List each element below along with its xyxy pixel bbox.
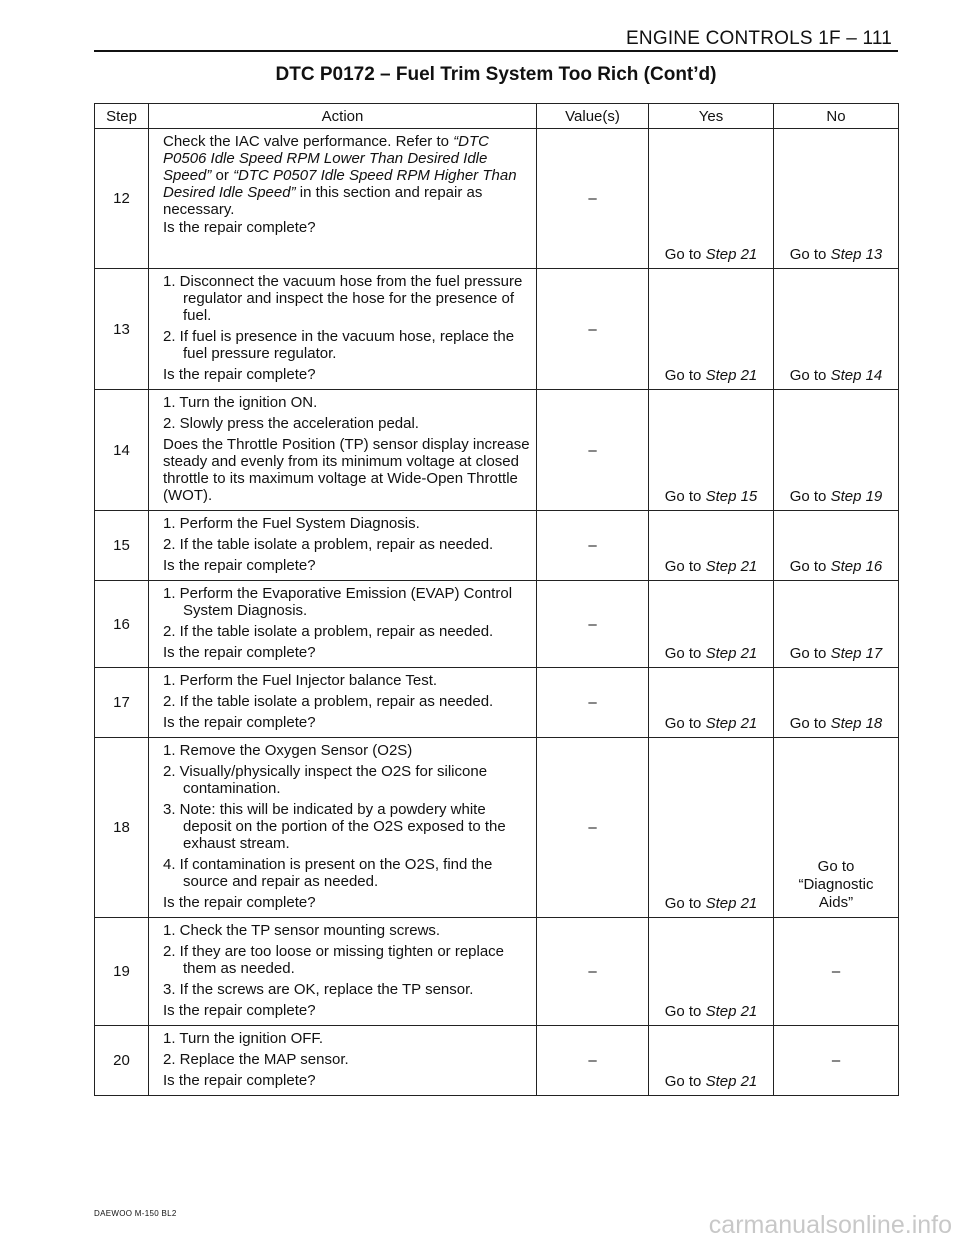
table-header-row <box>95 104 899 129</box>
table-row <box>95 129 899 269</box>
action-cell <box>149 511 537 581</box>
action-cell <box>149 1026 537 1096</box>
action-item: 2. If the table isolate a problem, repair as needed. <box>163 693 494 710</box>
action-question: Is the repair complete? <box>163 1002 316 1019</box>
value-cell: – <box>537 129 649 269</box>
goto-step-link[interactable]: Step 14 <box>830 367 883 384</box>
step-number: 13 <box>95 269 149 390</box>
step-number: 15 <box>95 511 149 581</box>
yes-cell: Go to Step 21 <box>649 581 774 668</box>
goto-step-link[interactable]: Step 21 <box>705 1073 758 1090</box>
action-item: 1. Turn the ignition ON. <box>163 394 318 411</box>
step-number: 19 <box>95 918 149 1026</box>
goto-step-link[interactable]: Step 21 <box>705 715 758 732</box>
table-row <box>95 668 899 738</box>
column-header-no: No <box>774 104 899 129</box>
table-row <box>95 511 899 581</box>
action-question: Is the repair complete? <box>163 557 316 574</box>
page-header: ENGINE CONTROLS 1F – 111 <box>626 28 892 49</box>
reference-link[interactable]: “DTC P0507 Idle Speed RPM Higher Than Desired Idle Speed” <box>163 167 517 201</box>
column-header-values: Value(s) <box>537 104 649 129</box>
step-number: 17 <box>95 668 149 738</box>
yes-cell: Go to Step 21 <box>649 668 774 738</box>
action-item: 1. Remove the Oxygen Sensor (O2S) <box>163 742 413 759</box>
step-number: 14 <box>95 390 149 511</box>
yes-cell: Go to Step 21 <box>649 738 774 918</box>
value-cell: – <box>537 511 649 581</box>
value-cell: – <box>537 1026 649 1096</box>
goto-step-link[interactable]: Step 21 <box>705 895 758 912</box>
goto-step-link[interactable]: Step 21 <box>705 645 758 662</box>
action-cell <box>149 390 537 511</box>
column-header-action: Action <box>149 104 537 129</box>
goto-step-link[interactable]: Step 15 <box>705 488 758 505</box>
goto-step-link[interactable]: Step 19 <box>830 488 883 505</box>
goto-step-link[interactable]: Step 17 <box>830 645 883 662</box>
action-question: Is the repair complete? <box>163 1072 316 1089</box>
goto-diagnostic-aids-link[interactable]: Go to “Diagnostic Aids” <box>798 858 874 911</box>
yes-cell: Go to Step 21 <box>649 269 774 390</box>
yes-cell: Go to Step 21 <box>649 1026 774 1096</box>
action-question: Does the Throttle Position (TP) sensor display increase steady and evenly from its minimum voltage at closed throttle to its maximum voltage at Wide-Open Throttle (WOT). <box>163 436 530 504</box>
action-item: 2. If they are too loose or missing tighten or replace them as needed. <box>163 943 505 977</box>
header-rule <box>94 50 898 52</box>
step-number: 20 <box>95 1026 149 1096</box>
action-item: 1. Turn the ignition OFF. <box>163 1030 324 1047</box>
action-question: Is the repair complete? <box>163 894 316 911</box>
no-cell <box>774 738 899 918</box>
action-item: 1. Perform the Fuel System Diagnosis. <box>163 515 420 532</box>
action-item: 3. If the screws are OK, replace the TP sensor. <box>163 981 474 998</box>
action-item: 2. Replace the MAP sensor. <box>163 1051 349 1068</box>
yes-cell: Go to Step 21 <box>649 511 774 581</box>
table-row <box>95 269 899 390</box>
action-item: 2. Slowly press the acceleration pedal. <box>163 415 419 432</box>
value-cell: – <box>537 581 649 668</box>
watermark: carmanualsonline.info <box>708 1211 952 1239</box>
step-number: 16 <box>95 581 149 668</box>
table-row <box>95 738 899 918</box>
no-cell: Go to Step 19 <box>774 390 899 511</box>
column-header-yes: Yes <box>649 104 774 129</box>
action-question: Is the repair complete? <box>163 714 316 731</box>
action-cell <box>149 738 537 918</box>
value-cell: – <box>537 668 649 738</box>
goto-step-link[interactable]: Step 21 <box>705 558 758 575</box>
no-cell: – <box>774 1026 899 1096</box>
action-item: 1. Perform the Fuel Injector balance Test. <box>163 672 438 689</box>
value-cell: – <box>537 738 649 918</box>
page-title: DTC P0172 – Fuel Trim System Too Rich (Cont’d) <box>275 64 717 85</box>
diagnostic-table <box>94 103 899 1096</box>
action-item: 1. Disconnect the vacuum hose from the fuel pressure regulator and inspect the hose for the presence of fuel. <box>163 273 523 324</box>
step-number: 12 <box>95 129 149 269</box>
table-row <box>95 918 899 1026</box>
goto-step-link[interactable]: Step 21 <box>705 367 758 384</box>
table-row <box>95 1026 899 1096</box>
action-item: 2. If the table isolate a problem, repair as needed. <box>163 536 494 553</box>
action-item: 2. Visually/physically inspect the O2S for silicone contamination. <box>163 763 488 797</box>
value-cell: – <box>537 269 649 390</box>
goto-step-link[interactable]: Step 13 <box>830 246 883 263</box>
action-item: 4. If contamination is present on the O2S, find the source and repair as needed. <box>163 856 493 890</box>
no-cell: – <box>774 918 899 1026</box>
action-cell <box>149 269 537 390</box>
action-item: 1. Check the TP sensor mounting screws. <box>163 922 441 939</box>
action-item: 1. Perform the Evaporative Emission (EVAP) Control System Diagnosis. <box>163 585 513 619</box>
step-number: 18 <box>95 738 149 918</box>
reference-link[interactable]: “DTC P0506 Idle Speed RPM Lower Than Desired Idle Speed” <box>163 133 489 184</box>
yes-cell: Go to Step 21 <box>649 129 774 269</box>
table-row <box>95 390 899 511</box>
no-cell: Go to Step 18 <box>774 668 899 738</box>
action-question: Is the repair complete? <box>163 219 316 236</box>
table-row <box>95 581 899 668</box>
action-paragraph: Check the IAC valve performance. Refer to “DTC P0506 Idle Speed RPM Lower Than Desired Idle Speed” or “DTC P0507 Idle Speed RPM Higher Than Desired Idle Speed” in this section and repair as necessary. <box>163 133 517 218</box>
goto-step-link[interactable]: Step 16 <box>830 558 883 575</box>
action-cell <box>149 918 537 1026</box>
no-cell: Go to Step 14 <box>774 269 899 390</box>
no-cell: Go to Step 17 <box>774 581 899 668</box>
goto-step-link[interactable]: Step 18 <box>830 715 883 732</box>
action-item: 2. If fuel is presence in the vacuum hose, replace the fuel pressure regulator. <box>163 328 515 362</box>
value-cell: – <box>537 918 649 1026</box>
yes-cell: Go to Step 21 <box>649 918 774 1026</box>
action-cell <box>149 129 537 269</box>
no-cell: Go to Step 13 <box>774 129 899 269</box>
column-header-step: Step <box>95 104 149 129</box>
goto-step-link[interactable]: Step 21 <box>705 1003 758 1020</box>
no-cell: Go to Step 16 <box>774 511 899 581</box>
footer-code: DAEWOO M-150 BL2 <box>94 1209 177 1218</box>
action-question: Is the repair complete? <box>163 366 316 383</box>
yes-cell: Go to Step 15 <box>649 390 774 511</box>
action-question: Is the repair complete? <box>163 644 316 661</box>
action-cell <box>149 668 537 738</box>
action-cell <box>149 581 537 668</box>
action-item: 2. If the table isolate a problem, repair as needed. <box>163 623 494 640</box>
value-cell: – <box>537 390 649 511</box>
action-item: 3. Note: this will be indicated by a powdery white deposit on the portion of the O2S exposed to the exhaust stream. <box>163 801 506 852</box>
goto-step-link[interactable]: Step 21 <box>705 246 758 263</box>
